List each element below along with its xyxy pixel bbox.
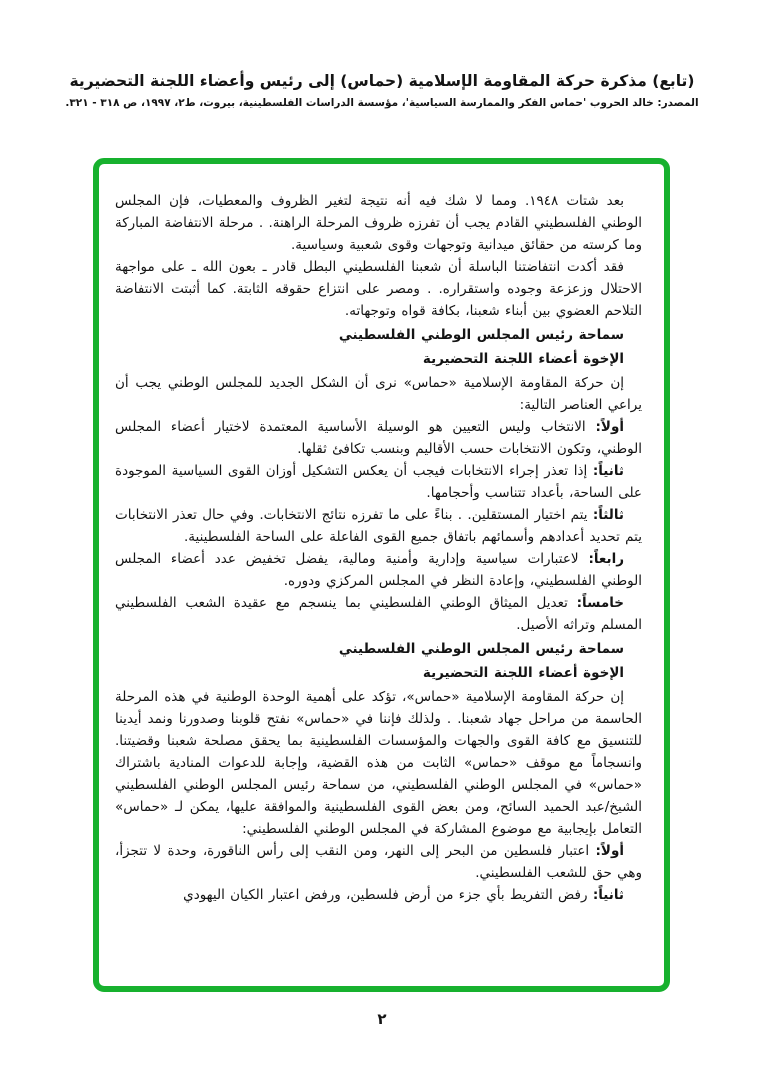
document-frame [93,158,670,992]
source-citation: المصدر: خالد الحروب 'حماس الفكر والممارسة السياسية'، مؤسسة الدراسات الفلسطينية، بيروت، ط٢، ١٩٩٧، ص ٣١٨ - ٣٢١. [65,97,699,109]
paragraph-lead: أولاً: [595,419,624,435]
paragraph: إن حركة المقاومة الإسلامية «حماس»، تؤكد على أهمية الوحدة الوطنية في هذه المرحلة الحاسمة من مراحل جهاد شعبنا. . ولذلك فإننا في «حماس» نفتح قلوبنا وصدورنا ونمد أيدينا للتنسيق مع كافة القوى والجهات والمؤسسات الفلسطينية بما يحقق مصلحة شعبنا وقضيتنا. وانسجاماً مع موقف «حماس» الثابت من هذه القضية، وإجابة للدعوات المنادية باشتراك «حماس» في المجلس الوطني الفلسطيني، من سماحة رئيس المجلس الوطني الفلسطيني الشيخ/عبد الحميد السائح، ومن بعض القوى الفلسطينية والموافقة عليها، يمكن لـ «حماس» التعامل بإيجابية مع موضوع المشاركة في المجلس الوطني الفلسطيني: [115,689,642,837]
paragraph-lead: خامساً: [576,595,624,611]
paragraph-lead: ثانياً: [592,463,624,479]
paragraph-text: رفض التفريط بأي جزء من أرض فلسطين، ورفض اعتبار الكيان اليهودي [183,887,593,903]
paragraph-text: الانتخاب وليس التعيين هو الوسيلة الأساسية المعتمدة لاختيار أعضاء المجلس الوطني، وتكون الانتخابات حسب الأقاليم وبنسب تكافئ ثقلها. [115,419,642,457]
paragraph [115,416,642,460]
page-header [0,70,764,111]
paragraph [115,548,642,592]
document-body [99,164,664,986]
paragraph-text: لاعتبارات سياسية وإدارية وأمنية ومالية، يفضل تخفيض عدد أعضاء المجلس الوطني الفلسطيني، وإعادة النظر في المجلس المركزي ودوره. [115,551,642,589]
page-number: ٢ [377,1010,387,1028]
paragraph [115,504,642,548]
paragraph: فقد أكدت انتفاضتنا الباسلة أن شعبنا الفلسطيني البطل قادر ـ بعون الله ـ على مواجهة الاحتلال وزعزعة وجوده واستقراره. . ومصر على انتزاع حقوقه الثابتة. كما أثبتت الانتفاضة التلاحم العضوي بين أبناء شعبنا، بكافة قواه وتوجهاته. [115,259,642,319]
document-title: (تابع) مذكرة حركة المقاومة الإسلامية (حماس) إلى رئيس وأعضاء اللجنة التحضيرية [69,72,695,90]
address-line: الإخوة أعضاء اللجنة التحضيرية [422,351,624,367]
paragraph [115,840,642,884]
address-line: الإخوة أعضاء اللجنة التحضيرية [422,665,624,681]
paragraph [115,460,642,504]
paragraph [115,592,642,636]
paragraph-lead: رابعاً: [588,551,624,567]
paragraph-text: تعديل الميثاق الوطني الفلسطيني بما ينسجم مع عقيدة الشعب الفلسطيني المسلم وتراثه الأصيل. [115,595,642,633]
paragraph-lead: ثانياً: [592,887,624,903]
paragraph-text: إذا تعذر إجراء الانتخابات فيجب أن يعكس التشكيل أوزان القوى السياسية الموجودة على الساحة، بأعداد تتناسب وأحجامها. [115,463,642,501]
paragraph-lead: أولاً: [595,843,624,859]
paragraph-text: اعتبار فلسطين من البحر إلى النهر، ومن النقب إلى رأس الناقورة، وحدة لا تتجزأ، وهي حق للشعب الفلسطيني. [115,843,642,881]
address-line: سماحة رئيس المجلس الوطني الفلسطيني [338,327,624,343]
paragraph: بعد شتات ١٩٤٨. ومما لا شك فيه أنه نتيجة لتغير الظروف والمعطيات، فإن المجلس الوطني الفلسطيني القادم يجب أن تفرزه ظروف المرحلة الراهنة. . مرحلة الانتفاضة المباركة وما كرسته من حقائق ميدانية وتوجهات وقوى شعبية وسياسية. [115,193,642,253]
paragraph-text: يتم اختيار المستقلين. . بناءً على ما تفرزه نتائج الانتخابات. وفي حال تعذر الانتخابات يتم تحديد أعدادهم وأسمائهم باتفاق جميع القوى الفاعلة على الساحة الفلسطينية. [115,507,642,545]
address-line: سماحة رئيس المجلس الوطني الفلسطيني [338,641,624,657]
paragraph: إن حركة المقاومة الإسلامية «حماس» نرى أن الشكل الجديد للمجلس الوطني يجب أن يراعي العناصر التالية: [115,375,642,413]
paragraph [115,884,642,906]
paragraph-lead: ثالثاً: [592,507,624,523]
